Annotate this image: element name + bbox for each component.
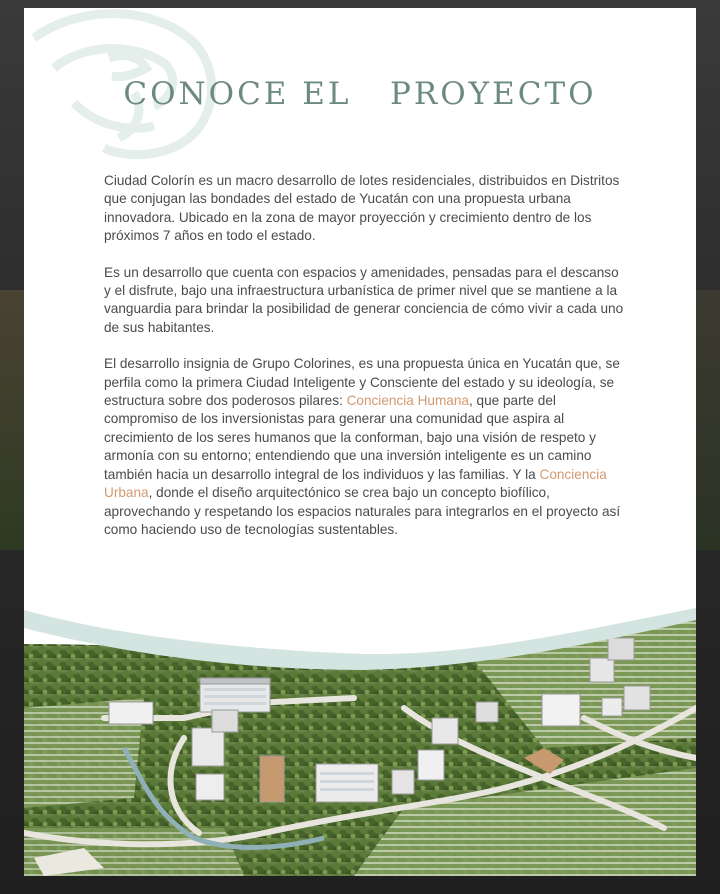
body-text [104, 172, 624, 557]
document-page [24, 8, 696, 876]
paragraph-3 [104, 355, 624, 539]
paragraph-2: Es un desarrollo que cuenta con espacios y amenidades, pensadas para el descanso y el disfrute, bajo una infraestructura urbanística de primer nivel que se mantiene a la vanguardia para brindar la posibilidad de generar conciencia de cómo vivir a cada uno de sus habitantes. [104, 264, 624, 335]
paragraph-1: Ciudad Colorín es un macro desarrollo de lotes residenciales, distribuidos en Distritos que conjugan las bondades del estado de Yucatán con una propuesta urbana innovadora. Ubicado en la zona de mayor proyección y crecimiento dentro de los próximos 7 años en todo el estado. [104, 173, 620, 244]
backdrop-photo-left [0, 290, 24, 550]
highlight-conciencia-urbana: Conciencia Urbana [104, 466, 607, 501]
paragraph-3-part-2: , que parte del compromiso de los inversionistas para generar una comunidad que aspira al crecimiento de los seres humanos que la conforman, bajo una visión de respeto y armonía con su entorno; entendiendo que una inversión inteligente es un camino también hacia un desarrollo integral de los individuos y las familias. Y la [104, 393, 596, 482]
paragraph-3-part-1: El desarrollo insignia de Grupo Colorines, es una propuesta única en Yucatán que, se perfila como la primera Ciudad Inteligente y Consciente del estado y su ideología, se estructura sobre dos poderosos pilares: [104, 356, 620, 409]
page-title: CONOCE EL PROYECTO [123, 76, 597, 112]
backdrop-photo-right [696, 290, 720, 550]
aerial-city-illustration [24, 598, 696, 876]
highlight-conciencia-humana: Conciencia Humana [346, 393, 469, 409]
paragraph-3-part-3: , donde el diseño arquitectónico se crea bajo un concepto biofílico, aprovechando y respetando los espacios naturales para integrarlos en el proyecto así como haciendo uso de tecnologías sustentables. [104, 485, 621, 537]
